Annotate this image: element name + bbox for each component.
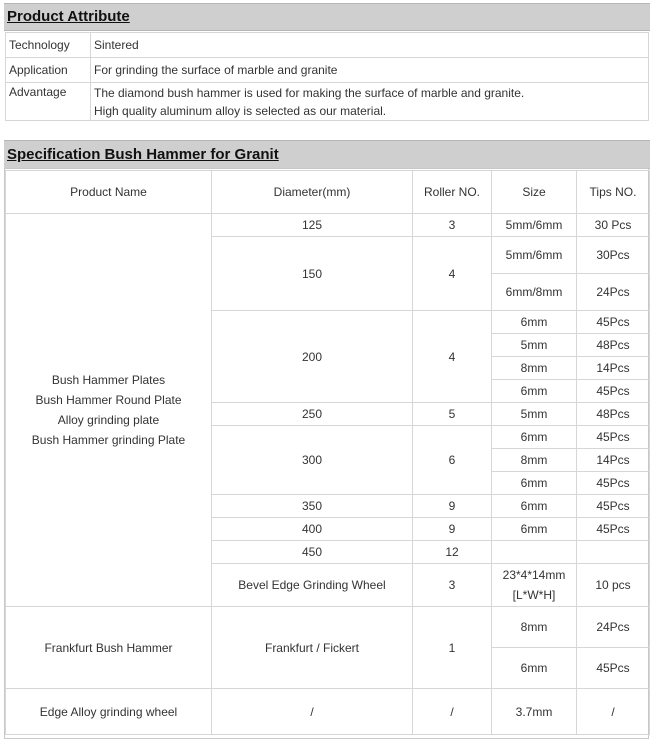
product-name-cell	[6, 214, 212, 607]
tips-cell: 24Pcs	[577, 607, 650, 648]
size-line: 23*4*14mm	[502, 568, 566, 582]
attribute-section-title: Product Attribute	[7, 8, 130, 25]
roller-cell: 9	[413, 495, 492, 518]
spec-section-header	[4, 140, 650, 169]
product-name-cell: Edge Alloy grinding wheel	[6, 689, 212, 735]
size-cell: 8mm	[492, 607, 577, 648]
header-diameter: Diameter(mm)	[212, 171, 413, 214]
size-cell: 5mm/6mm	[492, 214, 577, 237]
spec-header-row	[6, 171, 650, 214]
product-name-line: Bush Hammer Plates	[51, 373, 166, 387]
tips-cell: 48Pcs	[577, 334, 650, 357]
attribute-value	[91, 58, 649, 83]
table-row	[6, 607, 650, 648]
tips-cell: 45Pcs	[577, 472, 650, 495]
tips-cell: 45Pcs	[577, 426, 650, 449]
size-cell: 6mm	[492, 426, 577, 449]
roller-cell: 4	[413, 311, 492, 403]
tips-cell: /	[577, 689, 650, 735]
tips-cell: 45Pcs	[577, 648, 650, 689]
size-cell: 6mm	[492, 311, 577, 334]
size-cell: 3.7mm	[492, 689, 577, 735]
roller-cell: 5	[413, 403, 492, 426]
size-cell: 5mm	[492, 403, 577, 426]
diameter-cell: 250	[212, 403, 413, 426]
diameter-cell: Frankfurt / Fickert	[212, 607, 413, 689]
size-cell: 8mm	[492, 357, 577, 380]
table-row	[6, 214, 650, 237]
header-size: Size	[492, 171, 577, 214]
tips-cell: 14Pcs	[577, 357, 650, 380]
header-tips: Tips NO.	[577, 171, 650, 214]
attribute-value-line: Sintered	[94, 38, 139, 52]
diameter-cell: Bevel Edge Grinding Wheel	[212, 564, 413, 607]
size-cell	[492, 541, 577, 564]
tips-cell: 48Pcs	[577, 403, 650, 426]
attribute-key: Application	[6, 58, 91, 83]
tips-cell: 10 pcs	[577, 564, 650, 607]
roller-cell: 9	[413, 518, 492, 541]
roller-cell: 3	[413, 214, 492, 237]
size-cell: 6mm	[492, 472, 577, 495]
tips-cell: 45Pcs	[577, 311, 650, 334]
product-name-cell: Frankfurt Bush Hammer	[6, 607, 212, 689]
product-name-line: Bush Hammer Round Plate	[35, 393, 182, 407]
attribute-value-line: High quality aluminum alloy is selected as our material.	[94, 104, 387, 118]
spec-table	[5, 170, 650, 735]
diameter-cell: 300	[212, 426, 413, 495]
attribute-value	[91, 33, 649, 58]
table-row	[6, 689, 650, 735]
tips-cell: 45Pcs	[577, 518, 650, 541]
diameter-cell: 125	[212, 214, 413, 237]
size-cell	[492, 564, 577, 607]
spec-section-title: Specification Bush Hammer for Granit	[7, 146, 279, 163]
size-cell: 5mm	[492, 334, 577, 357]
diameter-cell: 150	[212, 237, 413, 311]
tips-cell: 30Pcs	[577, 237, 650, 274]
tips-cell: 45Pcs	[577, 495, 650, 518]
attribute-value-line: For grinding the surface of marble and granite	[94, 63, 338, 77]
roller-cell: 4	[413, 237, 492, 311]
attribute-value	[91, 83, 649, 121]
attribute-row	[6, 83, 649, 121]
header-product-name: Product Name	[6, 171, 212, 214]
diameter-cell: 400	[212, 518, 413, 541]
tips-cell: 45Pcs	[577, 380, 650, 403]
size-cell: 6mm/8mm	[492, 274, 577, 311]
roller-cell: 6	[413, 426, 492, 495]
size-cell: 6mm	[492, 495, 577, 518]
roller-cell: /	[413, 689, 492, 735]
roller-cell: 1	[413, 607, 492, 689]
tips-cell	[577, 541, 650, 564]
attribute-row	[6, 33, 649, 58]
roller-cell: 3	[413, 564, 492, 607]
diameter-cell: 350	[212, 495, 413, 518]
size-line: [L*W*H]	[512, 588, 556, 602]
size-cell: 6mm	[492, 648, 577, 689]
attribute-value-line: The diamond bush hammer is used for making the surface of marble and granite.	[94, 86, 525, 100]
size-cell: 5mm/6mm	[492, 237, 577, 274]
diameter-cell: 200	[212, 311, 413, 403]
product-name-line: Alloy grinding plate	[57, 413, 160, 427]
diameter-cell: /	[212, 689, 413, 735]
roller-cell: 12	[413, 541, 492, 564]
size-cell: 6mm	[492, 518, 577, 541]
tips-cell: 14Pcs	[577, 449, 650, 472]
header-roller: Roller NO.	[413, 171, 492, 214]
tips-cell: 30 Pcs	[577, 214, 650, 237]
attribute-row	[6, 58, 649, 83]
attribute-key: Advantage	[6, 83, 91, 121]
size-cell: 6mm	[492, 380, 577, 403]
tips-cell: 24Pcs	[577, 274, 650, 311]
diameter-cell: 450	[212, 541, 413, 564]
attribute-section-header	[4, 3, 650, 31]
product-name-line: Bush Hammer grinding Plate	[31, 433, 186, 447]
attribute-table	[5, 32, 649, 121]
size-cell: 8mm	[492, 449, 577, 472]
attribute-key: Technology	[6, 33, 91, 58]
